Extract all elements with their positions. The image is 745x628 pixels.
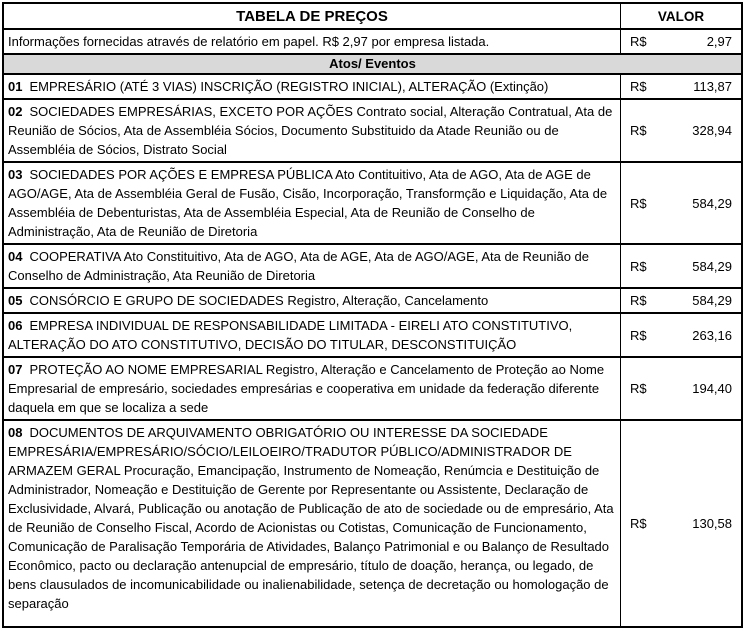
info-row <box>4 28 741 53</box>
row-value-cell <box>621 314 741 356</box>
info-value: 2,97 <box>706 34 732 49</box>
row-description-cell <box>4 358 621 419</box>
table-row <box>4 356 741 419</box>
currency-label: R$ <box>630 123 647 138</box>
row-value-cell <box>621 245 741 287</box>
currency-label: R$ <box>630 258 647 274</box>
currency-label: R$ <box>630 516 647 531</box>
currency-label: R$ <box>630 195 647 211</box>
currency-label: R$ <box>630 34 647 49</box>
row-number: 04 <box>8 249 23 264</box>
row-value: 584,29 <box>692 293 732 308</box>
row-number: 01 <box>8 79 23 94</box>
row-description: DOCUMENTOS DE ARQUIVAMENTO OBRIGATÓRIO OU INTERESSE DA SOCIEDADE EMPRESÁRIA/EMPRESÁRIO/SÓCIO/LEILOEIRO/TRADUTOR PÚBLICO/ADMINISTRADOR DE ARMAZEM GERAL Procuração, Emancipação, Instrumento de Nomeação, Renúmcia e Destituição de Administrador, Nomeação e Destituição de Gerente por Representante ou Assistente, Declaração de Exclusividade, Alvará, Publicação ou anotação de Publicação de ato de sociedade ou de empresário, Ata de Reunião de Conselho Fiscal, Acordo de Acionistas ou Cotistas, Comunicação de Funcionamento, Comunicação de Paralisação Temporária de Atividades, Balanço Patrimonial e ou Balanço de Resultado Econômico, pacto ou declaração antenupcial de empresário, título de doação, herança, ou legado, de bens clausulados de incomunicabilidade ou inalienabilidade, setença de decretação ou homologação de separação <box>8 425 614 611</box>
row-value: 263,16 <box>692 327 732 343</box>
row-description: COOPERATIVA Ato Constituitivo, Ata de AGO, Ata de AGE, Ata de AGO/AGE, Ata de Reunião de Conselho de Administração, Ata Reunião de Diretoria <box>8 249 590 283</box>
row-value-cell <box>621 75 741 98</box>
value-header-cell <box>621 4 741 28</box>
table-row <box>4 419 741 626</box>
row-number: 02 <box>8 104 23 119</box>
row-value-cell <box>621 163 741 243</box>
row-value: 194,40 <box>692 381 732 396</box>
row-description-cell <box>4 289 621 312</box>
row-value: 584,29 <box>692 258 732 274</box>
currency-label: R$ <box>630 327 647 343</box>
row-number: 07 <box>8 362 23 377</box>
row-description-cell <box>4 75 621 98</box>
section-band-row <box>4 53 741 73</box>
row-value: 130,58 <box>692 516 732 531</box>
row-description-cell <box>4 245 621 287</box>
table-row <box>4 287 741 312</box>
row-description-cell <box>4 100 621 161</box>
price-table <box>2 2 743 628</box>
row-description: SOCIEDADES EMPRESÁRIAS, EXCETO POR AÇÕES Contrato social, Alteração Contratual, Ata de Reunião de Sócios, Ata de Assembléia Sócios, Documento Substituido da Atade Reunião ou de Assembléia de Sócios, Distrato Social <box>8 104 613 157</box>
table-row <box>4 98 741 161</box>
row-description-cell <box>4 163 621 243</box>
currency-label: R$ <box>630 79 647 94</box>
table-row <box>4 312 741 356</box>
info-description-cell <box>4 30 621 53</box>
row-value: 584,29 <box>692 195 732 211</box>
row-description: CONSÓRCIO E GRUPO DE SOCIEDADES Registro, Alteração, Cancelamento <box>29 293 489 308</box>
info-value-cell <box>621 30 741 53</box>
row-number: 08 <box>8 425 23 440</box>
row-value-cell <box>621 421 741 626</box>
section-header: Atos/ Eventos <box>4 55 741 73</box>
row-number: 06 <box>8 318 23 333</box>
table-header-row <box>4 4 741 28</box>
row-description: PROTEÇÃO AO NOME EMPRESARIAL Registro, Alteração e Cancelamento de Proteção ao Nome Empresarial de empresário, sociedades empresárias e cooperativa em unidade da federação diferente daquela em que se localiza a sede <box>8 362 605 415</box>
row-number: 05 <box>8 293 23 308</box>
value-column-header: VALOR <box>657 8 705 24</box>
currency-label: R$ <box>630 381 647 396</box>
table-row <box>4 161 741 243</box>
row-description-cell <box>4 314 621 356</box>
table-row <box>4 73 741 98</box>
info-text: Informações fornecidas através de relatório em papel. R$ 2,97 por empresa listada. <box>8 34 490 49</box>
row-description: EMPRESA INDIVIDUAL DE RESPONSABILIDADE LIMITADA - EIRELI ATO CONSTITUTIVO, ALTERAÇÃO DO ATO CONSTITUTIVO, DECISÃO DO TITULAR, DESCONSTITUIÇÃO <box>8 318 573 352</box>
row-description: SOCIEDADES POR AÇÕES E EMPRESA PÚBLICA Ato Contituitivo, Ata de AGO, Ata de AGE de AGO/AGE, Ata de Assembléia Geral de Fusão, Cisão, Incorporação, Transformção e Liquidação, Ata de Assembléia de Debenturistas, Ata de Assembléia Especial, Ata de Reunião de Conselho de Administração, Ata de Reunião de Diretoria <box>8 167 608 239</box>
page-title: TABELA DE PREÇOS <box>236 7 388 25</box>
row-value-cell <box>621 358 741 419</box>
table-title-cell <box>4 4 621 28</box>
currency-label: R$ <box>630 293 647 308</box>
row-value-cell <box>621 289 741 312</box>
row-value: 113,87 <box>693 79 732 94</box>
row-description: EMPRESÁRIO (ATÉ 3 VIAS) INSCRIÇÃO (REGISTRO INICIAL), ALTERAÇÃO (Extinção) <box>29 79 549 94</box>
row-number: 03 <box>8 167 23 182</box>
table-row <box>4 243 741 287</box>
row-value: 328,94 <box>692 123 732 138</box>
row-description-cell <box>4 421 621 626</box>
row-value-cell <box>621 100 741 161</box>
